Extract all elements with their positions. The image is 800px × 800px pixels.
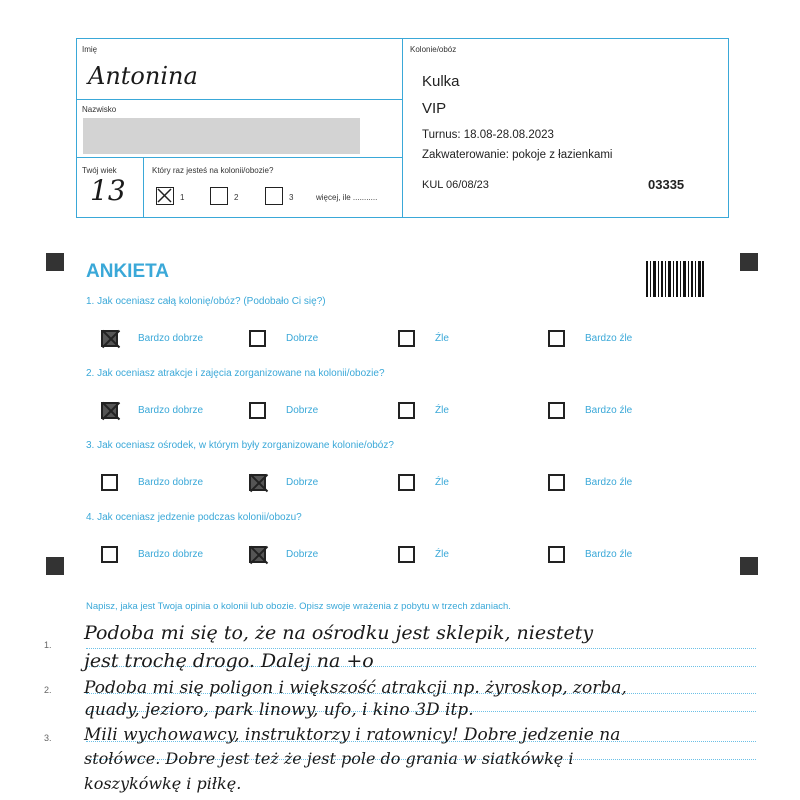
question-4-option-label-4: Bardzo źle <box>585 549 633 560</box>
times-checkbox-2[interactable] <box>210 187 228 205</box>
line-number-1: 1. <box>44 640 52 650</box>
line-number-3: 3. <box>44 733 52 743</box>
question-4-checkbox-4[interactable] <box>548 546 565 563</box>
question-2-option-label-1: Bardzo dobrze <box>138 405 204 416</box>
times-option-3: 3 <box>289 193 294 202</box>
question-1-checkbox-4[interactable] <box>548 330 565 347</box>
header-divider-age <box>143 157 144 218</box>
handwritten-line-6: stołówce. Dobre jest też że jest pole do grania w siatkówkę i <box>84 749 574 768</box>
times-checkbox-1[interactable] <box>156 187 174 205</box>
handwritten-line-2: jest trochę drogo. Dalej na +o <box>84 650 374 672</box>
question-1-option-label-3: Źle <box>435 333 449 344</box>
question-4-checkbox-3[interactable] <box>398 546 415 563</box>
surname-label: Nazwisko <box>82 105 117 114</box>
question-4-option-label-3: Źle <box>435 549 449 560</box>
question-1-checkbox-2[interactable] <box>249 330 266 347</box>
question-4-option-label-1: Bardzo dobrze <box>138 549 204 560</box>
age-value: 13 <box>90 174 126 207</box>
handwritten-line-5: Mili wychowawcy, instruktorzy i ratownicy! Dobre jedzenie na <box>84 725 621 745</box>
name-label: Imię <box>82 45 98 54</box>
question-2-option-label-3: Źle <box>435 405 449 416</box>
question-2-checkbox-4[interactable] <box>548 402 565 419</box>
question-2-option-label-2: Dobrze <box>286 405 319 416</box>
question-1-option-label-2: Dobrze <box>286 333 319 344</box>
question-3-checkbox-4[interactable] <box>548 474 565 491</box>
header-divider-name <box>76 99 402 100</box>
question-1-option-label-1: Bardzo dobrze <box>138 333 204 344</box>
question-4-checkbox-2[interactable] <box>249 546 266 563</box>
question-1-text: 1. Jak oceniasz całą kolonię/obóz? (Podobało Ci się?) <box>86 296 326 307</box>
question-1-option-label-4: Bardzo źle <box>585 333 633 344</box>
check-mark-icon <box>157 188 172 203</box>
question-3-checkbox-1[interactable] <box>101 474 118 491</box>
times-option-2: 2 <box>234 193 239 202</box>
camp-label: Kolonie/obóz <box>410 45 457 54</box>
name-value: Antonina <box>88 62 198 90</box>
opinion-prompt: Napisz, jaka jest Twoja opinia o kolonii lub obozie. Opisz swoje wrażenia z pobytu w trzech zdaniach. <box>86 601 511 612</box>
times-label: Który raz jesteś na kolonii/obozie? <box>152 166 274 175</box>
surname-redaction <box>83 118 360 154</box>
times-checkbox-3[interactable] <box>265 187 283 205</box>
header-divider-surname <box>76 157 402 158</box>
header-divider-vertical <box>402 38 403 218</box>
registration-marker-bottom-left <box>46 557 64 575</box>
question-2-checkbox-3[interactable] <box>398 402 415 419</box>
handwritten-line-4: quady, jezioro, park linowy, ufo, i kino 3D itp. <box>84 700 474 720</box>
registration-marker-bottom-right <box>740 557 758 575</box>
question-1-checkbox-1[interactable] <box>101 330 118 347</box>
age-label: Twój wiek <box>82 166 117 175</box>
accommodation: Zakwaterowanie: pokoje z łazienkami <box>422 149 613 161</box>
survey-title: ANKIETA <box>86 261 170 282</box>
camp-code: KUL 06/08/23 <box>422 179 489 191</box>
handwritten-line-3: Podoba mi się poligon i większość atrakcji np. żyroskop, zorba, <box>84 678 627 698</box>
question-3-text: 3. Jak oceniasz ośrodek, w którym były zorganizowane kolonie/obóz? <box>86 440 394 451</box>
times-option-more: więcej, ile ........... <box>316 193 378 202</box>
question-2-checkbox-2[interactable] <box>249 402 266 419</box>
registration-marker-top-right <box>740 253 758 271</box>
camp-type: VIP <box>422 100 447 117</box>
handwritten-line-7: koszykówkę i piłkę. <box>84 774 242 793</box>
handwritten-line-1: Podoba mi się to, że na ośrodku jest sklepik, niestety <box>84 622 594 644</box>
question-2-checkbox-1[interactable] <box>101 402 118 419</box>
question-4-option-label-2: Dobrze <box>286 549 319 560</box>
question-2-text: 2. Jak oceniasz atrakcje i zajęcia zorganizowane na kolonii/obozie? <box>86 368 385 379</box>
answer-line-1 <box>86 648 756 649</box>
question-3-option-label-1: Bardzo dobrze <box>138 477 204 488</box>
camp-name: Kulka <box>422 73 460 90</box>
question-3-checkbox-2[interactable] <box>249 474 266 491</box>
question-3-option-label-4: Bardzo źle <box>585 477 633 488</box>
question-3-option-label-3: Źle <box>435 477 449 488</box>
question-3-option-label-2: Dobrze <box>286 477 319 488</box>
times-option-1: 1 <box>180 193 185 202</box>
turnus: Turnus: 18.08-28.08.2023 <box>422 129 554 141</box>
question-4-checkbox-1[interactable] <box>101 546 118 563</box>
question-3-checkbox-3[interactable] <box>398 474 415 491</box>
line-number-2: 2. <box>44 685 52 695</box>
question-4-text: 4. Jak oceniasz jedzenie podczas kolonii/obozu? <box>86 512 302 523</box>
question-2-option-label-4: Bardzo źle <box>585 405 633 416</box>
question-1-checkbox-3[interactable] <box>398 330 415 347</box>
form-number: 03335 <box>648 177 685 192</box>
barcode-icon <box>646 261 704 297</box>
registration-marker-top-left <box>46 253 64 271</box>
